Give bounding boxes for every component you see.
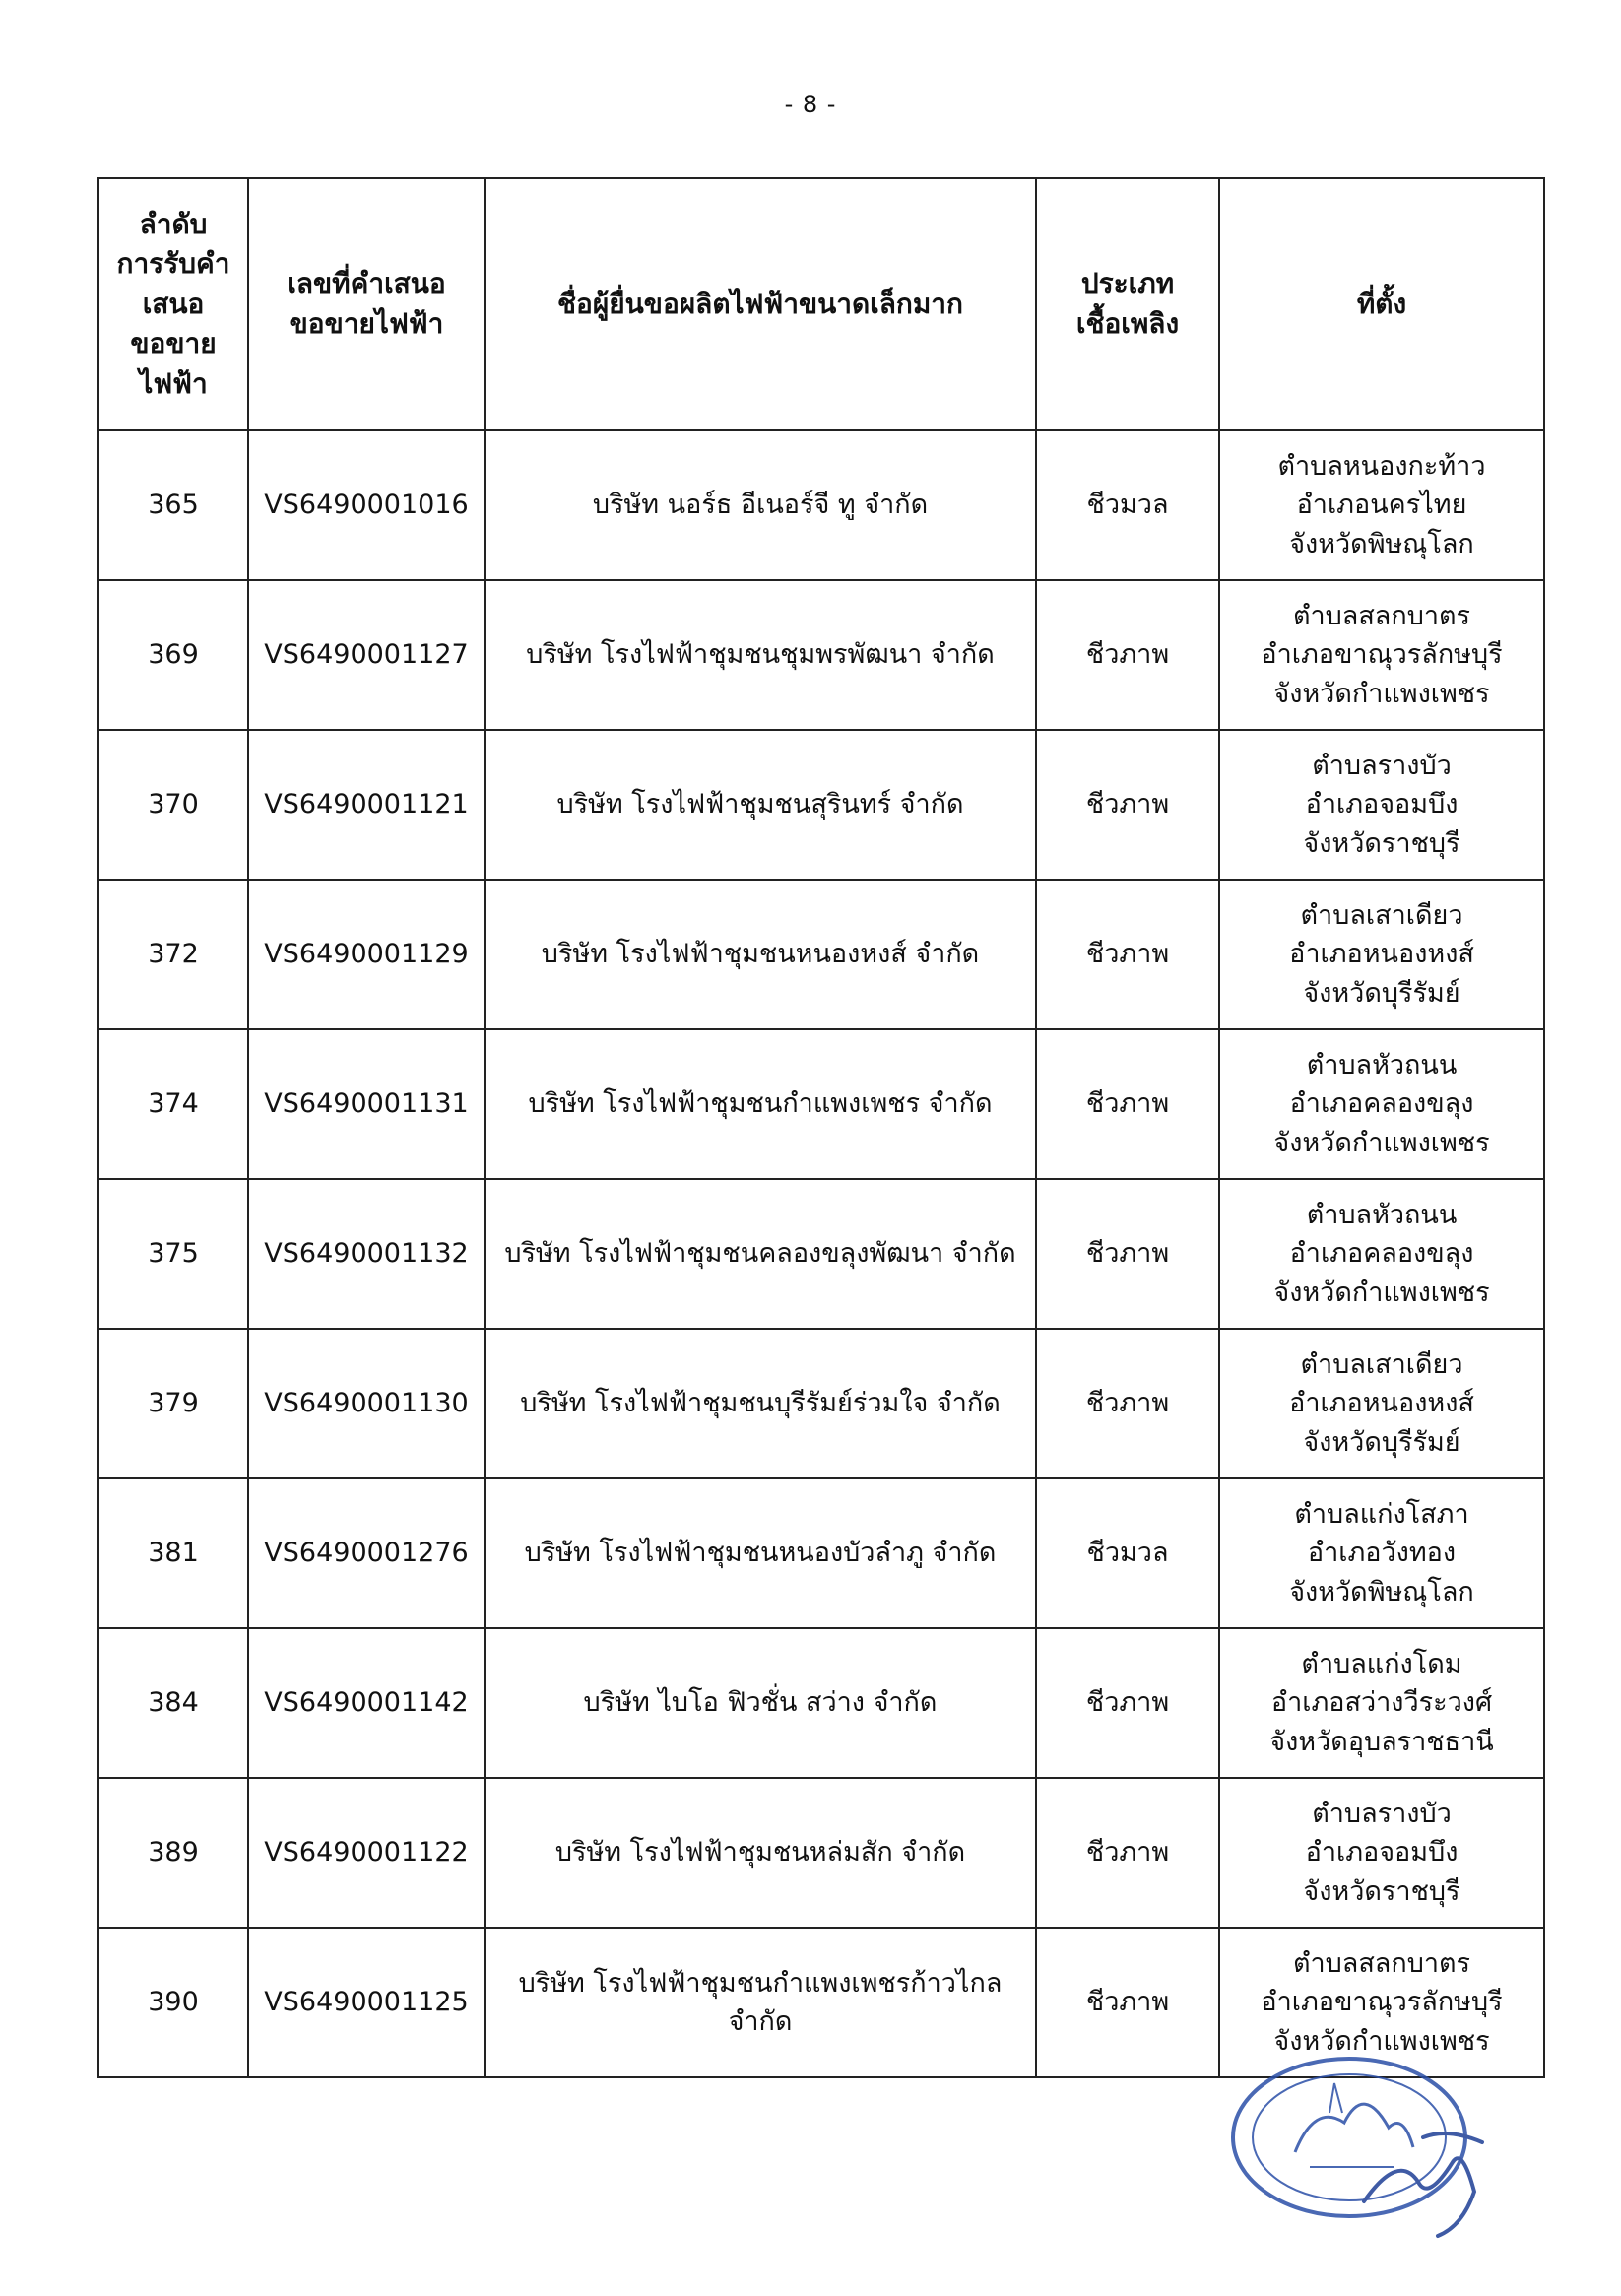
proposal-number-cell: VS6490001131 (248, 1029, 485, 1179)
location-line: อำเภอคลองขลุง (1289, 1088, 1474, 1120)
fuel-type-cell: ชีวภาพ (1036, 1778, 1219, 1928)
location-line: จังหวัดกำแพงเพชร (1273, 678, 1490, 709)
column-header (485, 178, 1036, 430)
applicant-name-line: บริษัท ไบโอ ฟิวชั่น สว่าง จำกัด (583, 1687, 938, 1719)
fuel-type-cell: ชีวภาพ (1036, 1628, 1219, 1778)
applicant-name-cell (485, 1928, 1036, 2077)
location-cell (1219, 430, 1544, 580)
proposal-number-cell: VS6490001142 (248, 1628, 485, 1778)
header-line: เลขที่คำเสนอ (287, 267, 446, 300)
sequence-number-cell: 374 (98, 1029, 248, 1179)
proposal-number-cell: VS6490001130 (248, 1329, 485, 1478)
location-line: ตำบลแก่งโสภา (1294, 1498, 1469, 1530)
proposal-number-cell: VS6490001127 (248, 580, 485, 730)
location-line: อำเภอหนองหงส์ (1289, 1388, 1474, 1419)
table-row (98, 1778, 1544, 1928)
applicant-name-cell (485, 1029, 1036, 1179)
fuel-type-cell: ชีวมวล (1036, 1478, 1219, 1628)
location-line: จังหวัดบุรีรัมย์ (1303, 1426, 1460, 1458)
sequence-number-cell: 389 (98, 1778, 248, 1928)
applicant-name-cell (485, 730, 1036, 880)
location-cell (1219, 1778, 1544, 1928)
column-header (98, 178, 248, 430)
location-cell (1219, 1478, 1544, 1628)
fuel-type-cell: ชีวภาพ (1036, 580, 1219, 730)
location-line: อำเภอขาณุวรลักษบุรี (1261, 639, 1503, 671)
header-line: ไฟฟ้า (139, 366, 208, 400)
sequence-number-cell: 365 (98, 430, 248, 580)
location-cell (1219, 730, 1544, 880)
location-line: อำเภอหนองหงส์ (1289, 939, 1474, 970)
applicant-name-line: จำกัด (728, 2006, 793, 2037)
applicant-name-line: บริษัท โรงไฟฟ้าชุมชนคลองขลุงพัฒนา จำกัด (504, 1238, 1016, 1270)
table-row (98, 730, 1544, 880)
fuel-type-cell: ชีวภาพ (1036, 730, 1219, 880)
official-seal-icon (1216, 2044, 1497, 2251)
sequence-number-cell: 381 (98, 1478, 248, 1628)
table-body (98, 430, 1544, 2077)
proposal-number-cell: VS6490001129 (248, 880, 485, 1029)
location-line: ตำบลรางบัว (1312, 1798, 1452, 1829)
table-row (98, 1029, 1544, 1179)
location-line: ตำบลหัวถนน (1306, 1049, 1458, 1081)
table-header (98, 178, 1544, 430)
table-row (98, 580, 1544, 730)
location-line: ตำบลหัวถนน (1306, 1199, 1458, 1230)
location-cell (1219, 1029, 1544, 1179)
applicant-name-cell (485, 1628, 1036, 1778)
header-line: เสนอ (142, 287, 205, 320)
location-line: ตำบลสลกบาตร (1292, 600, 1471, 631)
table-row (98, 1478, 1544, 1628)
applicant-name-line: บริษัท โรงไฟฟ้าชุมชนบุรีรัมย์ร่วมใจ จำกัด (520, 1388, 1001, 1419)
location-cell (1219, 880, 1544, 1029)
applicant-table (97, 177, 1545, 2078)
location-line: จังหวัดราชบุรี (1303, 827, 1460, 859)
fuel-type-cell: ชีวมวล (1036, 430, 1219, 580)
applicant-name-cell (485, 430, 1036, 580)
location-line: อำเภอขาณุวรลักษบุรี (1261, 1987, 1503, 2018)
location-line: ตำบลหนองกะท้าว (1277, 450, 1486, 482)
applicant-name-line: บริษัท โรงไฟฟ้าชุมชนหนองบัวลำภู จำกัด (524, 1538, 997, 1569)
applicant-name-cell (485, 1329, 1036, 1478)
header-line: ประเภท (1080, 267, 1175, 300)
applicant-name-cell (485, 580, 1036, 730)
applicant-name-cell (485, 1179, 1036, 1329)
sequence-number-cell: 372 (98, 880, 248, 1029)
location-line: ตำบลเสาเดียว (1300, 899, 1463, 931)
header-line: ลำดับ (139, 207, 208, 240)
location-line: จังหวัดอุบลราชธานี (1269, 1726, 1494, 1757)
applicant-name-cell (485, 880, 1036, 1029)
location-line: อำเภอคลองขลุง (1289, 1238, 1474, 1270)
applicant-name-line: บริษัท นอร์ธ อีเนอร์จี ทู จำกัด (592, 490, 929, 521)
sequence-number-cell: 379 (98, 1329, 248, 1478)
location-line: ตำบลแก่งโดม (1301, 1648, 1462, 1679)
location-line: ตำบลเสาเดียว (1300, 1348, 1463, 1380)
table-row (98, 1628, 1544, 1778)
proposal-number-cell: VS6490001132 (248, 1179, 485, 1329)
proposal-number-cell: VS6490001122 (248, 1778, 485, 1928)
fuel-type-cell: ชีวภาพ (1036, 880, 1219, 1029)
location-line: อำเภอนครไทย (1296, 490, 1467, 521)
proposal-number-cell: VS6490001121 (248, 730, 485, 880)
fuel-type-cell: ชีวภาพ (1036, 1928, 1219, 2077)
location-line: ตำบลสลกบาตร (1292, 1947, 1471, 1979)
location-line: อำเภอสว่างวีระวงศ์ (1270, 1687, 1493, 1719)
header-line: การรับคำ (116, 247, 230, 281)
proposal-number-cell: VS6490001276 (248, 1478, 485, 1628)
location-cell (1219, 1628, 1544, 1778)
applicant-name-cell (485, 1478, 1036, 1628)
location-line: จังหวัดราชบุรี (1303, 1875, 1460, 1907)
column-header (1219, 178, 1544, 430)
location-line: ตำบลรางบัว (1312, 750, 1452, 781)
sequence-number-cell: 370 (98, 730, 248, 880)
header-row (98, 178, 1544, 430)
location-line: อำเภอวังทอง (1307, 1538, 1457, 1569)
location-line: อำเภอจอมบึง (1305, 789, 1459, 820)
header-line: ชื่อผู้ยื่นขอผลิตไฟฟ้าขนาดเล็กมาก (557, 287, 963, 320)
column-header (1036, 178, 1219, 430)
applicant-name-line: บริษัท โรงไฟฟ้าชุมชนกำแพงเพชร จำกัด (528, 1088, 993, 1120)
page-number: - 8 - (784, 91, 837, 118)
location-line: จังหวัดพิษณุโลก (1289, 1576, 1474, 1607)
location-line: จังหวัดกำแพงเพชร (1273, 1277, 1490, 1308)
table-row (98, 1179, 1544, 1329)
sequence-number-cell: 369 (98, 580, 248, 730)
location-cell (1219, 580, 1544, 730)
applicant-name-cell (485, 1778, 1036, 1928)
location-line: จังหวัดบุรีรัมย์ (1303, 977, 1460, 1009)
applicant-name-line: บริษัท โรงไฟฟ้าชุมชนกำแพงเพชรก้าวไกล (518, 1967, 1003, 1999)
location-line: จังหวัดกำแพงเพชร (1273, 1127, 1490, 1158)
header-line: ที่ตั้ง (1356, 287, 1407, 320)
fuel-type-cell: ชีวภาพ (1036, 1179, 1219, 1329)
location-line: จังหวัดพิษณุโลก (1289, 528, 1474, 559)
location-cell (1219, 1329, 1544, 1478)
applicant-name-line: บริษัท โรงไฟฟ้าชุมชนหล่มสัก จำกัด (554, 1837, 966, 1869)
sequence-number-cell: 390 (98, 1928, 248, 2077)
table-row (98, 880, 1544, 1029)
header-line: ขอขาย (130, 327, 217, 361)
column-header (248, 178, 485, 430)
proposal-number-cell: VS6490001125 (248, 1928, 485, 2077)
applicant-name-line: บริษัท โรงไฟฟ้าชุมชนสุรินทร์ จำกัด (556, 789, 964, 820)
sequence-number-cell: 375 (98, 1179, 248, 1329)
location-cell (1219, 1179, 1544, 1329)
header-line: ขอขายไฟฟ้า (289, 307, 444, 340)
fuel-type-cell: ชีวภาพ (1036, 1329, 1219, 1478)
sequence-number-cell: 384 (98, 1628, 248, 1778)
table-row (98, 430, 1544, 580)
proposal-number-cell: VS6490001016 (248, 430, 485, 580)
applicant-name-line: บริษัท โรงไฟฟ้าชุมชนชุมพรพัฒนา จำกัด (526, 639, 995, 671)
location-line: จังหวัดกำแพงเพชร (1273, 2025, 1490, 2057)
location-line: อำเภอจอมบึง (1305, 1837, 1459, 1869)
header-line: เชื้อเพลิง (1075, 307, 1180, 340)
fuel-type-cell: ชีวภาพ (1036, 1029, 1219, 1179)
applicant-name-line: บริษัท โรงไฟฟ้าชุมชนหนองหงส์ จำกัด (541, 939, 980, 970)
table-row (98, 1329, 1544, 1478)
